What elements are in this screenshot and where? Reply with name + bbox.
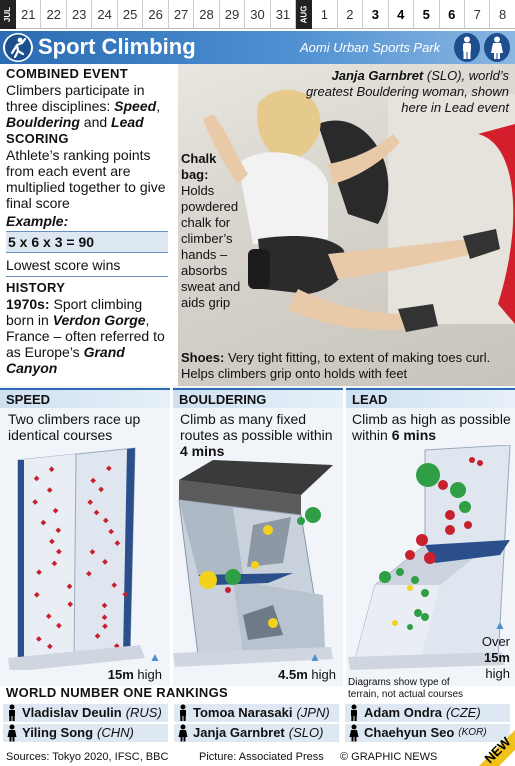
diagram-note: Diagrams show type of terrain, not actual courses (348, 677, 464, 700)
day: 27 (169, 0, 194, 29)
month-jul: JUL (0, 0, 16, 29)
rankings-title: WORLD NUMBER ONE RANKINGS (6, 685, 228, 700)
day: 30 (245, 0, 270, 29)
female-icon (6, 724, 18, 742)
page-title: Sport Climbing (38, 34, 196, 59)
hold (407, 624, 413, 630)
male-icon (454, 33, 480, 62)
bouldering-height: 4.5m high (278, 667, 336, 682)
footer (0, 749, 515, 766)
hold (263, 525, 273, 535)
example-equation: 5 x 6 x 3 = 90 (6, 231, 168, 253)
male-icon (177, 704, 189, 722)
lead-height: Over 15m high (481, 634, 510, 681)
ranking-row: Yiling Song (CHN) (3, 724, 168, 744)
hold (414, 609, 422, 617)
hold (477, 460, 483, 466)
bouldering-title: BOULDERING (173, 388, 343, 408)
svg-text:NEW: NEW (481, 734, 514, 766)
day: 24 (92, 0, 117, 29)
shoes-label: Shoes: Very tight fitting, to extent of making toes curl. Helps climbers grip onto holds with feet (181, 350, 491, 381)
hold (416, 534, 428, 546)
hold (416, 463, 440, 487)
ranking-row: Adam Ondra (CZE) (345, 704, 510, 724)
hold (199, 571, 217, 589)
month-aug: AUG (296, 0, 312, 29)
speed-wall-diagram (0, 440, 170, 670)
hold (268, 618, 278, 628)
day: 29 (220, 0, 245, 29)
hold (445, 510, 455, 520)
speed-title: SPEED (0, 388, 170, 408)
combined-heading: COMBINED EVENT (6, 66, 128, 81)
day: 1 (312, 0, 337, 29)
day: 21 (16, 0, 41, 29)
female-icon (348, 724, 360, 742)
hold (305, 507, 321, 523)
history-heading: HISTORY (6, 280, 66, 295)
chevron-up-icon: ▲ (149, 650, 161, 664)
day: 28 (194, 0, 219, 29)
male-icon (6, 704, 18, 722)
photo-caption: Janja Garnbret (SLO), world’s greatest Bouldering woman, shown here in Lead event (305, 68, 509, 115)
day: 8 (499, 7, 507, 22)
climbing-icon (3, 33, 33, 62)
example-label: Example: (6, 213, 69, 229)
day: 26 (143, 0, 168, 29)
rankings-speed (3, 704, 168, 744)
male-icon (348, 704, 360, 722)
female-icon (484, 33, 510, 62)
day-highlighted: 4 (389, 0, 414, 29)
female-icon (177, 724, 189, 742)
hold (450, 482, 466, 498)
day: 25 (118, 0, 143, 29)
title-bar (0, 31, 515, 64)
bouldering-wall-diagram (173, 455, 343, 670)
hold (469, 457, 475, 463)
day: 2 (338, 0, 363, 29)
hold (438, 480, 448, 490)
rankings-bouldering (174, 704, 339, 744)
chevron-up-icon: ▲ (309, 650, 321, 664)
chalk-bag-label: Chalk bag: Holds powdered chalk for climber’s hands – absorbs sweat and aids grip (181, 151, 241, 310)
hold (421, 613, 429, 621)
speed-text: Two climbers race up identical courses (8, 411, 141, 443)
hold (379, 571, 391, 583)
chevron-up-icon: ▲ (494, 618, 506, 632)
sources-text: Sources: Tokyo 2020, IFSC, BBC (6, 751, 169, 763)
lead-title: LEAD (346, 388, 515, 408)
hold (396, 568, 404, 576)
hold (464, 521, 472, 529)
hold (405, 550, 415, 560)
day-highlighted: 6 (440, 0, 465, 29)
day-highlighted: 3 (363, 0, 388, 29)
hold (251, 561, 259, 569)
combined-text: Climbers participate in three disciplines: Speed, Bouldering and Lead (6, 82, 161, 130)
ranking-row: Chaehyun Seo (KOR) (345, 724, 510, 744)
ranking-row: Janja Garnbret (SLO) (174, 724, 339, 744)
speed-height: 15m high (107, 667, 162, 682)
copyright: © GRAPHIC NEWS (340, 751, 438, 763)
day: 7 (465, 0, 490, 29)
day: 23 (67, 0, 92, 29)
picture-credit: Picture: Associated Press (199, 751, 324, 763)
ranking-row: Vladislav Deulin (RUS) (3, 704, 168, 724)
venue-label: Aomi Urban Sports Park (300, 40, 441, 55)
hold (421, 589, 429, 597)
hold (411, 576, 419, 584)
day: 31 (271, 0, 296, 29)
hold (445, 525, 455, 535)
hold (225, 587, 231, 593)
day-highlighted: 5 (414, 0, 439, 29)
date-strip (0, 0, 515, 29)
divider (6, 276, 168, 277)
info-column (6, 66, 168, 376)
scoring-heading: SCORING (6, 131, 69, 146)
hold (407, 585, 413, 591)
hold (297, 517, 305, 525)
history-text: 1970s: Sport climbing born in Verdon Gorge, France – often referred to as Europe’s Grand Canyon (6, 296, 165, 376)
hold (392, 620, 398, 626)
scoring-text: Athlete’s ranking points from each event are multiplied together to give final score (6, 147, 166, 211)
hold (424, 552, 436, 564)
lead-text: Climb as high as possible within 6 mins (352, 411, 511, 443)
ranking-row: Tomoa Narasaki (JPN) (174, 704, 339, 724)
hold (459, 501, 471, 513)
bouldering-text: Climb as many fixed routes as possible within 4 mins (180, 411, 333, 459)
lowest-score-text: Lowest score wins (6, 257, 121, 273)
hold (225, 569, 241, 585)
day: 22 (41, 0, 66, 29)
